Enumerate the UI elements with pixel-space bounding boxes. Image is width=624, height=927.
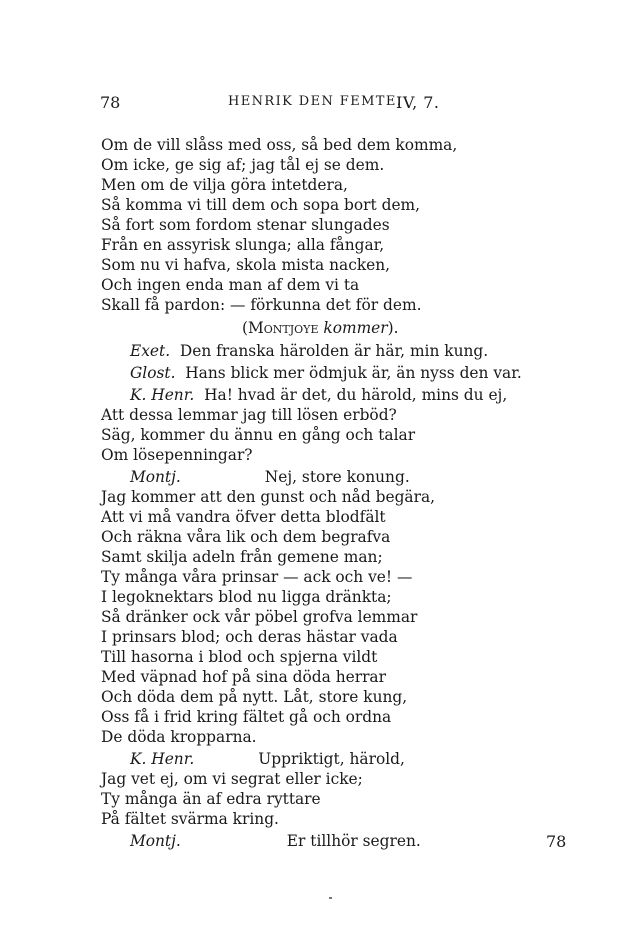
verse-line: Att vi må vandra öfver detta blodfält (101, 508, 386, 526)
speaker-name: Montj. (130, 468, 181, 486)
verse-line: Och döda dem på nytt. Låt, store kung, (101, 688, 408, 706)
verse-line: De döda kropparna. (101, 728, 257, 746)
verse-line: Till hasorna i blod och spjerna vildt (101, 648, 378, 666)
speech-text: Ha! hvad är det, du härold, mins du ej, (204, 386, 508, 404)
verse-line: Med väpnad hof på sina döda herrar (101, 668, 386, 686)
header-page-number: 78 (100, 93, 121, 112)
verse-line: Oss få i frid kring fältet gå och ordna (101, 708, 392, 726)
speech-montjoy-first-line (130, 467, 410, 487)
speaker-name: K. Henr. (130, 750, 195, 768)
verse-line: Om icke, ge sig af; jag tål ej se dem. (101, 156, 385, 174)
stage-open-paren: ( (242, 319, 249, 337)
verse-line: I prinsars blod; och deras hästar vada (101, 628, 398, 646)
verse-line: Och räkna våra lik och dem begrafva (101, 528, 391, 546)
verse-line: Om lösepenningar? (101, 446, 253, 464)
speech-henry-first-line (130, 385, 507, 405)
speech-gloster (130, 363, 522, 383)
verse-line: Från en assyrisk slunga; alla fångar, (101, 236, 385, 254)
verse-line: Så fort som fordom stenar slungades (101, 216, 390, 234)
stage-direction (242, 318, 399, 338)
verse-line: Samt skilja adeln från gemene man; (101, 548, 383, 566)
verse-line: Jag kommer att den gunst och nåd begära, (101, 488, 436, 506)
speech-text: Den franska härolden är här, min kung. (179, 342, 489, 360)
verse-line: I legoknektars blod nu ligga dränkta; (101, 588, 392, 606)
stage-action: kommer (323, 319, 388, 337)
stage-close-paren: ). (387, 319, 399, 337)
verse-line: Ty många våra prinsar — ack och ve! — (101, 568, 413, 586)
speech-henry-first-line (130, 749, 405, 769)
speech-text: Hans blick mer ödmjuk är, än nyss den var. (185, 364, 522, 382)
print-speck (329, 897, 332, 899)
verse-line: Men om de vilja göra intetdera, (101, 176, 348, 194)
verse-line: Att dessa lemmar jag till lösen erböd? (101, 406, 397, 424)
page-header (100, 93, 510, 115)
verse-line: Ty många än af edra ryttare (101, 790, 321, 808)
verse-line: Och ingen enda man af dem vi ta (101, 276, 360, 294)
verse-line: Säg, kommer du ännu en gång och talar (101, 426, 416, 444)
speech-text: Nej, store konung. (264, 468, 410, 486)
stage-character-name: Montjoye (248, 319, 319, 337)
speaker-name: K. Henr. (130, 386, 195, 404)
act-scene-label: IV, 7. (396, 93, 440, 112)
speech-text: Er tillhör segren. (286, 832, 421, 850)
speech-text: Uppriktigt, härold, (258, 750, 405, 768)
speaker-name: Glost. (130, 364, 176, 382)
verse-line: Jag vet ej, om vi segrat eller icke; (101, 770, 363, 788)
verse-line: Så dränker ock vår pöbel grofva lemmar (101, 608, 418, 626)
speech-montjoy-first-line (130, 831, 421, 851)
speaker-name: Montj. (130, 832, 181, 850)
verse-line: Så komma vi till dem och sopa bort dem, (101, 196, 421, 214)
verse-line: Som nu vi hafva, skola mista nacken, (101, 256, 391, 274)
speaker-name: Exet. (130, 342, 171, 360)
verse-line: På fältet svärma kring. (101, 810, 279, 828)
footer-page-number: 78 (546, 832, 567, 851)
verse-line: Om de vill slåss med oss, så bed dem komma, (101, 136, 458, 154)
verse-line: Skall få pardon: — förkunna det för dem. (101, 296, 422, 314)
speech-exeter (130, 341, 488, 361)
running-title: HENRIK DEN FEMTE. (228, 94, 403, 109)
